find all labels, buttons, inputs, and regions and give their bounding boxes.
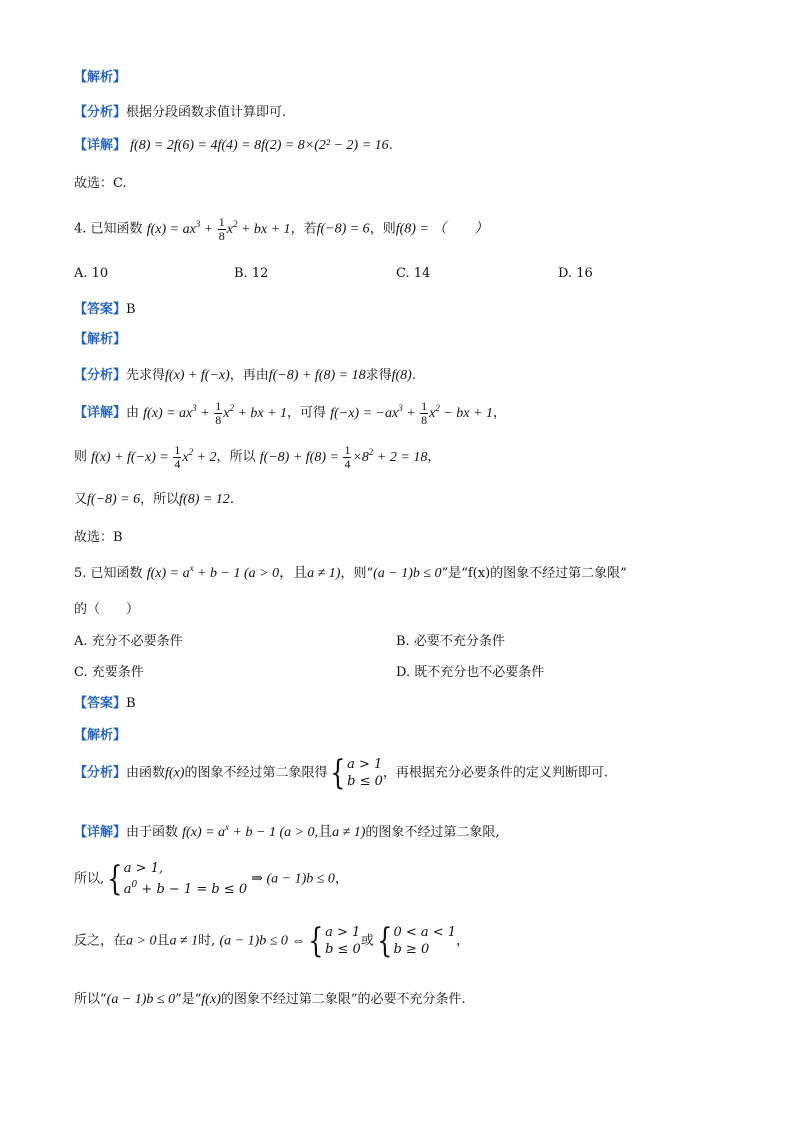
text: 则 xyxy=(74,449,88,465)
text: 的图象不经过第二象限”的必要不充分条件. xyxy=(220,992,466,1007)
formula: (a − 1)b ≤ 0 ⇔ xyxy=(219,933,306,949)
system-row: a > 1 xyxy=(347,757,383,772)
text: ， xyxy=(334,871,348,887)
text: 且 xyxy=(156,933,170,949)
jiexi-heading-3: 【解析】 xyxy=(74,70,127,85)
answer-value: B xyxy=(126,302,136,317)
q5-line2: 的（ ） xyxy=(74,602,140,617)
detail-tag: 【详解】 xyxy=(74,405,127,421)
question-4 xyxy=(74,216,488,243)
text: 由于函数 xyxy=(126,825,179,840)
answer-value: B xyxy=(126,696,136,711)
formula: f(x) xyxy=(201,992,221,1007)
q4-detail-2: 则 f(x) + f(−x) = $\frac{1}{4}$ $x^2 + 2$，所以 f(−8) + f(8) = $\frac{1}{4}$ $\times 8^2 + 2 = 18$， xyxy=(74,443,441,471)
q5-detail-3: 反之，在a > 0且a ≠ 1时, (a − 1)b ≤ 0 ⇔{ a > 1 b ≤ 0 或{ 0 < a < 1 b ≥ 0 ， xyxy=(74,921,470,961)
q4-detail-3: 又f(−8) = 6，所以f(8) = 12. xyxy=(74,492,234,507)
formula: $f(x) = a^x + b - 1$ (a > 0,且a ≠ 1) xyxy=(182,822,366,840)
q5-option-a: A. 充分不必要条件 xyxy=(74,634,183,649)
text: ，所以 xyxy=(216,449,256,465)
text: ” xyxy=(620,566,627,581)
text: 反之，在 xyxy=(74,933,127,949)
formula: (a − 1)b ≤ 0 xyxy=(106,992,176,1007)
q5-prefix: 5. 已知函数 xyxy=(74,566,143,581)
text: ，则“ xyxy=(340,566,374,581)
q4-ask-text: ，则 xyxy=(369,221,396,237)
q5-condition2: f(x)的图象不经过第二象限 xyxy=(467,566,621,581)
analysis-tag: 【分析】 xyxy=(74,105,127,120)
q4-function: $f(x) = ax^3$ + $\frac{1}{8}$ $x^2$ + bx + 1 xyxy=(146,215,291,243)
text: 所以, xyxy=(74,871,105,887)
q5-option-c: C. 充要条件 xyxy=(74,665,144,680)
analysis-tag: 【分析】 xyxy=(74,765,127,781)
analysis-3 xyxy=(74,101,286,120)
jiexi-heading-5: 【解析】 xyxy=(74,728,127,743)
text: ，可得 xyxy=(287,405,327,421)
text: 又 xyxy=(74,492,88,507)
answer-tag: 【答案】 xyxy=(74,696,127,711)
system: a > 1, $a^0 + b - 1 = b \le 0$ xyxy=(123,861,248,897)
q5-analysis: 【分析】由函数f(x)的图象不经过第二象限得{ a > 1 b ≤ 0 ，再根据充分必要条件的定义判断即可. xyxy=(74,753,609,793)
q5-detail-4 xyxy=(74,988,466,1008)
q4-prefix: 4. 已知函数 xyxy=(74,221,143,237)
text: 或 xyxy=(360,933,374,949)
system-row: a > 1, xyxy=(123,861,164,876)
system-row: a > 1 xyxy=(325,925,361,940)
text: 先求得 xyxy=(126,368,166,383)
formula: f(−8) = 6 xyxy=(87,492,141,507)
q4-option-d: D. 16 xyxy=(558,266,593,281)
choice-result-4: 故选：B xyxy=(74,530,123,545)
text: 的图象不经过第二象限得 xyxy=(184,765,328,781)
formula: f(x) xyxy=(165,765,185,781)
text: ”是“ xyxy=(175,992,202,1007)
choice-result-3: 故选：C. xyxy=(74,176,127,191)
detail-formula: f(8) = 2f(6) = 4f(4) = 8f(2) = 8×(2² − 2) = 16 xyxy=(130,138,389,153)
q5-option-b: B. 必要不充分条件 xyxy=(396,634,505,649)
formula: $f(x) = ax^3$ + $\frac{1}{8}$ $x^2$ + bx + 1 xyxy=(143,399,288,427)
formula: f(−8) + f(8) = 18 xyxy=(268,368,366,383)
system-row: b ≤ 0 xyxy=(325,942,361,957)
q4-option-c: C. 14 xyxy=(396,266,431,281)
detail-tag: 【详解】 xyxy=(74,138,127,153)
analysis-tag: 【分析】 xyxy=(74,368,127,383)
system xyxy=(347,756,383,790)
text: ，再根据充分必要条件的定义判断即可. xyxy=(382,765,609,781)
formula: a ≠ 1 xyxy=(169,933,199,949)
text: ，再由 xyxy=(229,368,269,383)
q4-detail-1: 【详解】由 $f(x) = ax^3$ + $\frac{1}{8}$ $x^2$ + bx + 1，可得 $f(-x) = -ax^3$ + $\frac{1}{8}$ $x^2$ − bx + 1， xyxy=(74,399,506,427)
q4-condition: f(−8) = 6 xyxy=(316,221,370,237)
formula: $f(-x) = -ax^3$ + $\frac{1}{8}$ $x^2$ − bx + 1 xyxy=(330,399,493,427)
q4-cond-text: ，若 xyxy=(290,221,317,237)
formula: f(8) = 12 xyxy=(179,492,230,507)
text: ， xyxy=(456,933,470,949)
q4-analysis: 【分析】先求得f(x) + f(−x)，再由f(−8) + f(8) = 18求得f(8). xyxy=(74,368,416,383)
text: 求得 xyxy=(365,368,392,383)
detail-tag: 【详解】 xyxy=(74,825,127,840)
system-row: b ≤ 0 xyxy=(347,774,383,789)
formula: (a − 1)b ≤ 0 xyxy=(373,566,442,581)
question-5 xyxy=(74,562,627,582)
jiexi-heading-4: 【解析】 xyxy=(74,332,127,347)
analysis-text: 根据分段函数求值计算即可. xyxy=(126,105,287,120)
formula: ⇒ (a − 1)b ≤ 0 xyxy=(251,871,335,887)
formula: f(8) xyxy=(391,368,412,383)
system xyxy=(393,924,456,958)
q4-ask: f(8) = （ ） xyxy=(395,221,489,237)
q4-option-a: A. 10 xyxy=(74,266,109,281)
text: 时, xyxy=(198,933,216,949)
q5-answer xyxy=(74,692,136,711)
system-row: 0 < a < 1 xyxy=(393,925,457,940)
q5-detail-2: 所以,{ a > 1, $a^0 + b - 1 = b \le 0$ ⇒ (a − 1)b ≤ 0， xyxy=(74,859,348,899)
system-row: b ≥ 0 xyxy=(393,942,430,957)
detail-3: 【详解】 f(8) = 2f(6) = 4f(4) = 8f(2) = 8×(2² − 2) = 16. xyxy=(74,138,393,153)
formula: f(−8) + f(8) = $\frac{1}{4}$ $\times 8^2 + 2 = 18$ xyxy=(259,443,428,471)
q5-detail-1 xyxy=(74,821,500,841)
q4-answer xyxy=(74,298,136,317)
answer-tag: 【答案】 xyxy=(74,302,127,317)
formula: f(x) + f(−x) xyxy=(165,368,230,383)
text: 由函数 xyxy=(126,765,166,781)
q5-function: $f(x) = a^x + b - 1$ (a > 0，且a ≠ 1) xyxy=(146,563,341,581)
text: ”是“ xyxy=(441,566,468,581)
q4-option-b: B. 12 xyxy=(234,266,269,281)
q5-option-d: D. 既不充分也不必要条件 xyxy=(396,665,545,680)
text: ，所以 xyxy=(140,492,180,507)
formula: a > 0 xyxy=(126,933,157,949)
text: 的图象不经过第二象限, xyxy=(365,825,500,840)
text: 所以“ xyxy=(74,992,107,1007)
text: 由 xyxy=(126,405,140,421)
formula: f(x) + f(−x) = $\frac{1}{4}$ $x^2 + 2$ xyxy=(91,443,217,471)
system xyxy=(325,924,361,958)
